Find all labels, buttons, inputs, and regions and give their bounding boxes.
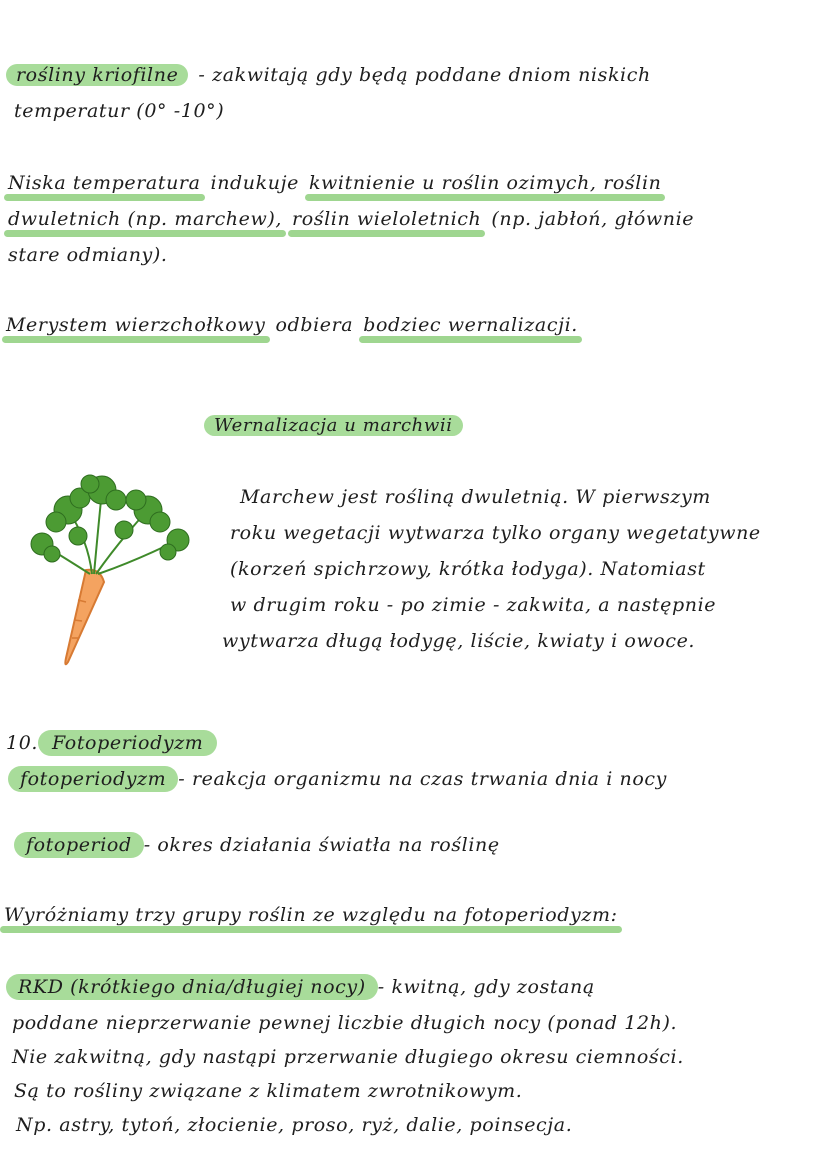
meristem-line [6, 314, 578, 336]
rkd-line-3: Nie zakwitną, gdy nastąpi przerwanie długiego okresu ciemności. [12, 1046, 684, 1068]
induction-line-1 [8, 172, 661, 194]
rkd-line-4: Są to rośliny związane z klimatem zwrotnikowym. [14, 1080, 523, 1102]
carrot-heading-row [204, 414, 463, 436]
induction-line-2 [8, 208, 694, 230]
induction-line-3: stare odmiany). [8, 244, 168, 266]
induction-biennial: dwuletnich (np. marchew), [8, 208, 283, 230]
induction-object: kwitnienie u roślin ozimych, roślin [308, 172, 662, 194]
kriofile-line [6, 64, 651, 86]
carrot-text-1: Marchew jest rośliną dwuletnią. W pierwszym [240, 486, 711, 508]
photoperiodism-definition [8, 766, 667, 792]
induction-example: (np. jabłoń, głównie [491, 208, 695, 230]
rkd-line-5: Np. astry, tytoń, złocienie, proso, ryż, dalie, poinsecja. [16, 1114, 573, 1136]
induction-verb: indukuje [210, 172, 299, 194]
induction-perennial: roślin wieloletnich [292, 208, 482, 230]
carrot-heading: Wernalizacja u marchwii [204, 415, 463, 436]
rkd-term: RKD (krótkiego dnia/długiej nocy) [6, 974, 378, 1000]
section-title: Fotoperiodyzm [38, 730, 217, 756]
rkd-line-1 [6, 974, 595, 1000]
kriofile-temperature: temperatur (0° -10°) [14, 100, 225, 122]
photoperiod-term: fotoperiod [14, 832, 144, 858]
carrot-text-2: roku wegetacji wytwarza tylko organy wegetatywne [230, 522, 761, 544]
carrot-text-3: (korzeń spichrzowy, krótka łodyga). Natomiast [230, 558, 706, 580]
section-10-heading [6, 730, 217, 756]
carrot-text-4: w drugim roku - po zimie - zakwita, a następnie [230, 594, 717, 616]
groups-line [4, 904, 618, 926]
photoperiodism-term: fotoperiodyzm [8, 766, 178, 792]
carrot-illustration [28, 470, 193, 670]
groups-text: Wyróżniamy trzy grupy roślin ze względu na fotoperiodyzm: [4, 904, 618, 926]
rkd-line-2: poddane nieprzerwanie pewnej liczbie długich nocy (ponad 12h). [12, 1012, 678, 1034]
meristem-stimulus: bodziec wernalizacji. [363, 314, 578, 336]
kriofile-term: rośliny kriofilne [6, 64, 188, 86]
rkd-text-1: - kwitną, gdy zostaną [377, 976, 595, 998]
meristem-verb: odbiera [275, 314, 354, 336]
photoperiod-text: - okres działania światła na roślinę [143, 834, 500, 856]
photoperiodism-text: - reakcja organizmu na czas trwania dnia i nocy [178, 768, 668, 790]
section-number: 10. [6, 732, 39, 754]
meristem-term: Merystem wierzchołkowy [6, 314, 266, 336]
kriofile-definition: - zakwitają gdy będą poddane dniom niskich [198, 64, 651, 86]
photoperiod-definition [14, 832, 500, 858]
carrot-text-5: wytwarza długą łodygę, liście, kwiaty i owoce. [222, 630, 696, 652]
induction-term: Niska temperatura [8, 172, 201, 194]
